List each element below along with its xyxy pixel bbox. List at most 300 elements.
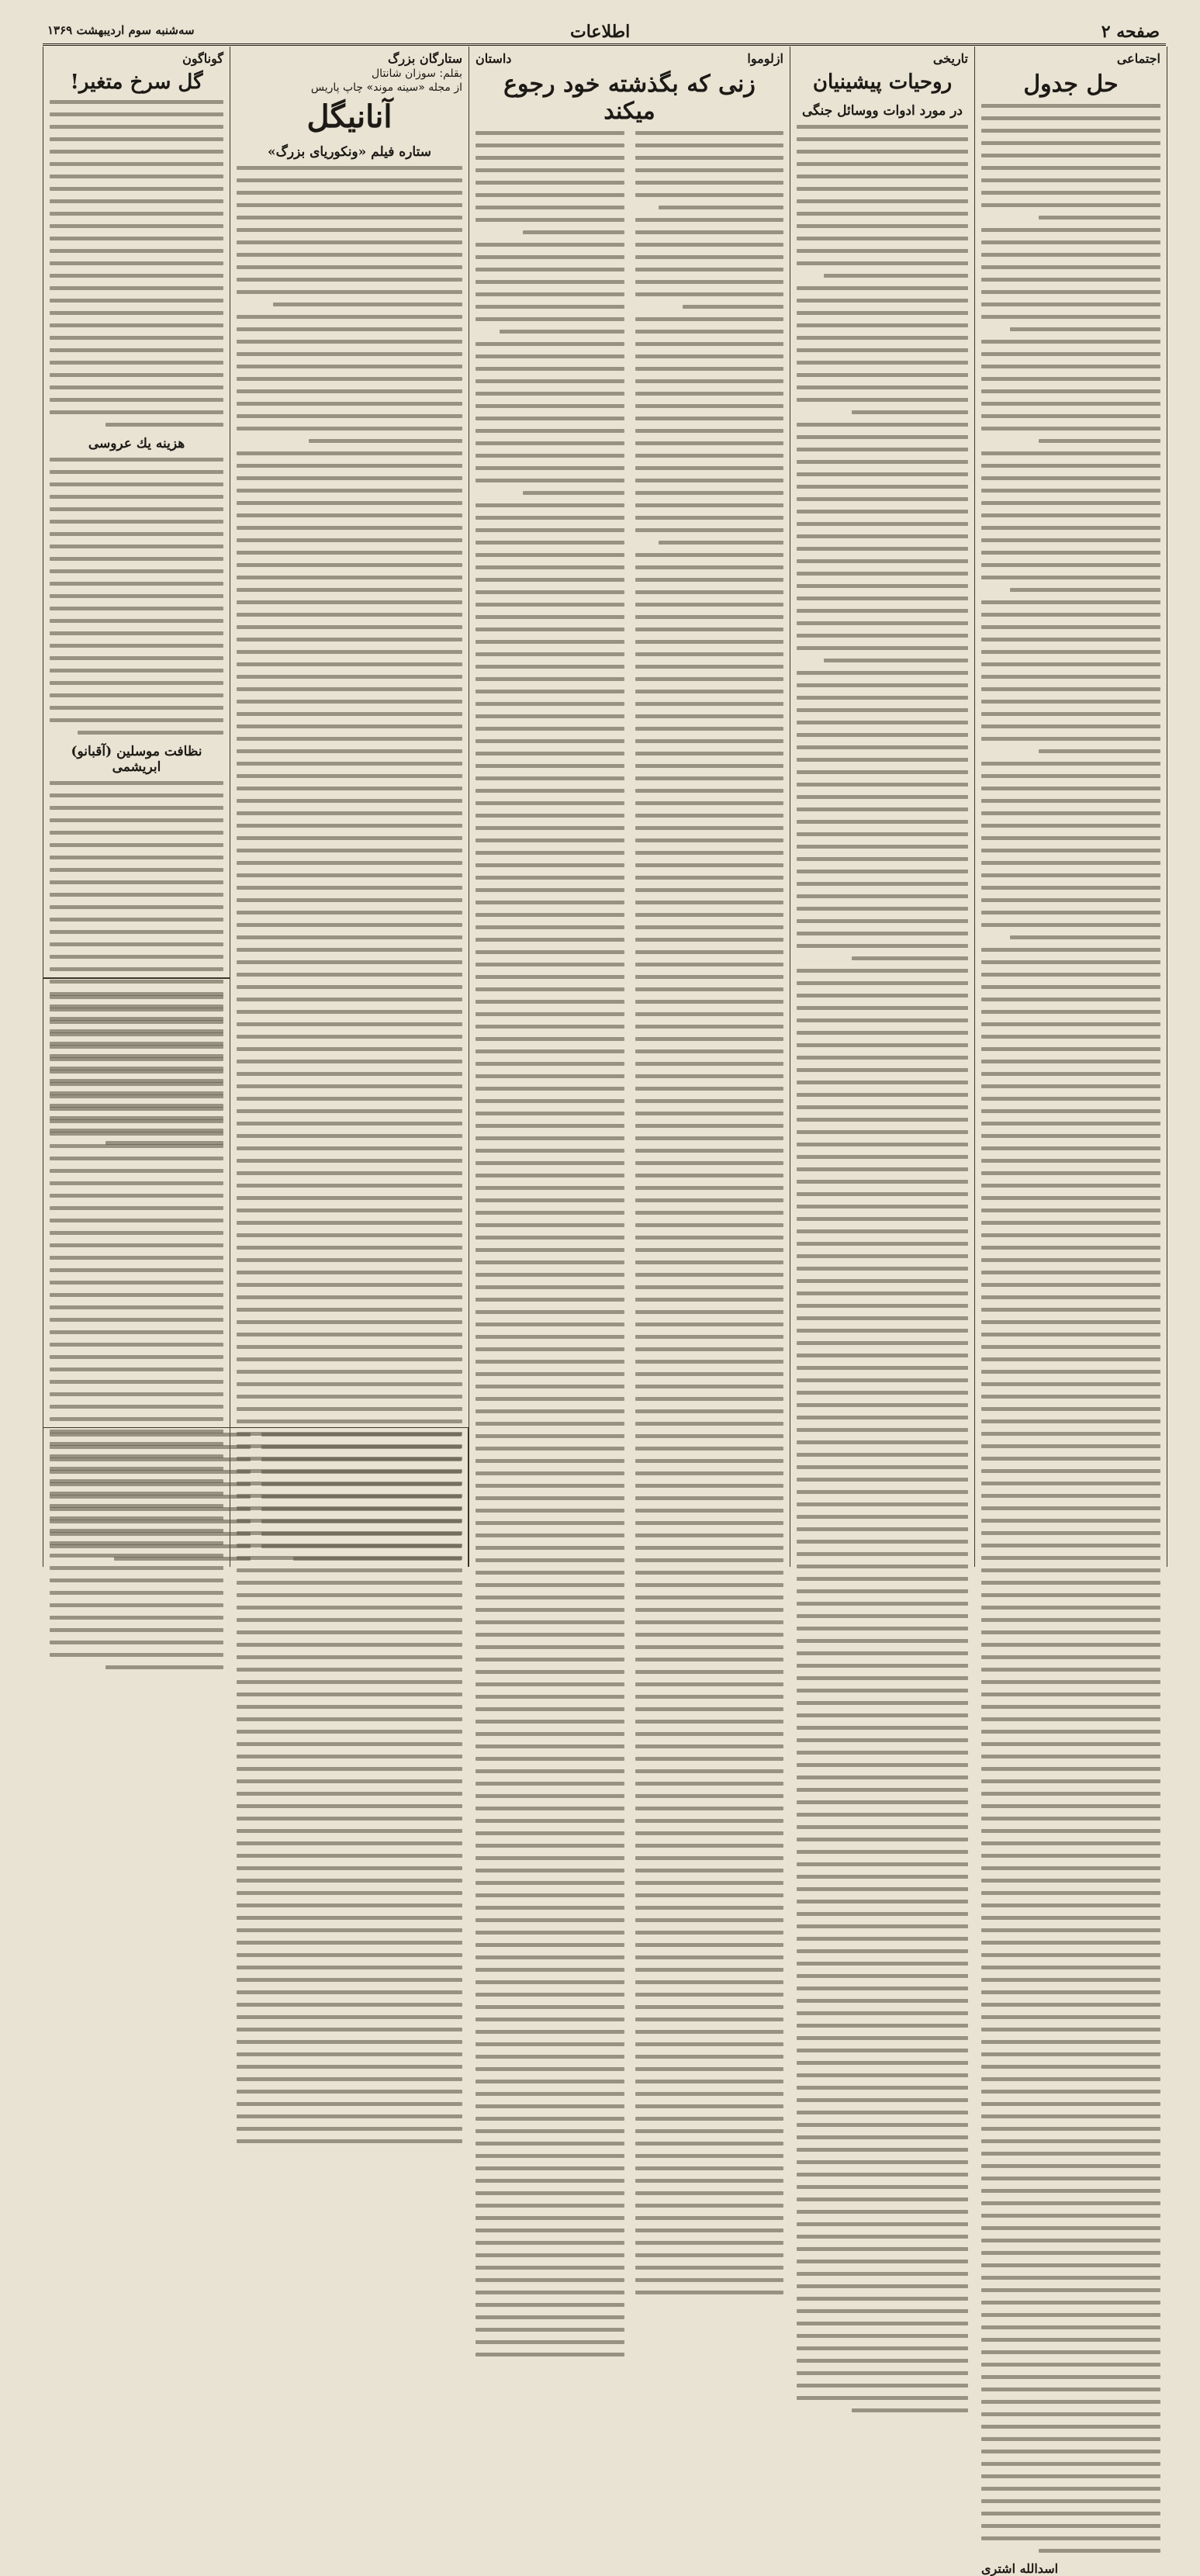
text-line [797,745,968,749]
text-line [237,1643,462,1647]
text-line [981,240,1160,244]
text-line [237,1022,462,1026]
text-line [237,787,462,790]
text-line [981,1966,1160,1969]
text-line [237,638,462,641]
text-line [476,1918,624,1922]
text-line [797,1502,968,1506]
text-line [476,2340,624,2344]
text-line [981,724,1160,728]
text-line [50,880,223,884]
column-tag: گوناگون [182,51,223,66]
text-line [797,919,968,923]
text-line [635,2216,784,2220]
text-line [981,2437,1160,2441]
text-line [476,1409,624,1413]
text-line [476,342,624,346]
text-line [797,2309,968,2313]
text-line [981,1879,1160,1883]
text-line [635,317,784,321]
text-line [237,1084,462,1088]
text-line [50,569,223,573]
text-line [797,1279,968,1283]
text-line [981,141,1160,145]
text-line [981,1978,1160,1982]
text-line [797,2098,968,2102]
page-number: صفحه ۲ [1101,22,1160,42]
text-line [797,646,968,650]
text-line [476,280,624,284]
text-line [797,1180,968,1184]
text-line [635,1124,784,1128]
text-line [50,1603,223,1607]
column-tags [476,51,783,66]
text-line [981,613,1160,617]
text-line [635,1372,784,1376]
text-line [797,1105,968,1109]
text-line [237,849,462,852]
text-line [981,1320,1160,1324]
text-line [476,677,624,681]
text-line [237,526,462,530]
text-line [50,781,223,785]
text-line [981,2114,1160,2118]
text-line [476,1471,624,1475]
text-line [476,218,624,222]
text-line [237,1295,462,1299]
text-line [797,1924,968,1928]
text-line [981,600,1160,604]
text-line [981,836,1160,840]
text-line [981,1382,1160,1386]
text-line [237,240,462,244]
text-line [797,1416,968,1419]
text-line [50,1281,223,1285]
text-line [981,985,1160,989]
text-line [476,1720,624,1724]
text-line [476,168,624,172]
text-line [797,1341,968,1345]
text-line [635,1422,784,1426]
text-line [635,1571,784,1575]
text-line [797,2148,968,2152]
text-line [797,621,968,625]
text-line [476,1571,624,1575]
text-line [50,286,223,290]
text-line [635,454,784,458]
text-line [635,925,784,929]
byline-source: از مجله «سینه موند» چاپ پاریس [310,81,462,94]
text-line [797,1329,968,1333]
text-line [50,1045,223,1049]
text-line [237,2003,462,2007]
text-line [476,888,624,892]
text-line [981,1618,1160,1622]
text-line [237,985,462,989]
text-line [237,1097,462,1101]
text-line [981,2313,1160,2317]
text-line [797,212,968,216]
text-line [981,1556,1160,1560]
text-line [476,615,624,619]
text-line [981,551,1160,555]
text-line [476,206,624,209]
text-line [50,199,223,203]
text-line [797,2297,968,2301]
section-heading: نظافت موسلین (آقبانو) ابریشمی [71,744,202,775]
text-line [476,925,624,929]
text-line [797,423,968,427]
text-line [635,1769,784,1773]
text-line [797,237,968,240]
text-line [635,2018,784,2021]
section-heading: هزینه یك عروسی [88,436,185,451]
text-line [797,1006,968,1010]
text-line [981,2214,1160,2218]
text-line [237,1618,462,1622]
text-line [1039,439,1160,443]
text-line [476,317,624,321]
text-line [237,1854,462,1858]
text-line [981,873,1160,877]
text-line [476,603,624,607]
text-line [981,1680,1160,1684]
text-line [50,1181,223,1185]
text-line [797,733,968,737]
text-line [476,963,624,966]
text-line [237,1606,462,1610]
text-line [237,1060,462,1063]
text-line [50,582,223,586]
text-line [635,1087,784,1091]
text-line [981,1047,1160,1051]
text-line [237,1134,462,1138]
text-line [261,1445,462,1449]
text-line [635,628,784,631]
text-line [635,975,784,979]
text-line [237,253,462,257]
text-line [476,1260,624,1264]
text-line [635,1310,784,1314]
text-line [50,930,223,934]
text-line [635,1211,784,1215]
text-line [635,690,784,693]
text-line [237,1680,462,1684]
text-line [981,2524,1160,2528]
text-line [981,2499,1160,2503]
text-line [476,367,624,371]
text-line [981,1060,1160,1063]
text-line [797,820,968,824]
text-line [237,911,462,915]
text-line [797,770,968,774]
text-line [237,551,462,555]
text-line [50,1368,223,1371]
text-line [476,1161,624,1165]
text-line [237,1779,462,1783]
text-line [476,1459,624,1463]
text-line [797,1304,968,1308]
text-line [797,1751,968,1755]
text-line [50,299,223,303]
text-line [237,935,462,939]
text-line [797,1565,968,1568]
text-line [635,1682,784,1686]
text-line [476,305,624,309]
text-line [635,1533,784,1537]
text-line [797,1875,968,1879]
text-line [635,640,784,644]
text-line [476,578,624,582]
text-line [476,2018,624,2021]
text-line [981,2412,1160,2416]
text-line [50,386,223,389]
text-line [635,2241,784,2245]
text-line [237,2090,462,2094]
text-line [797,981,968,985]
text-line [797,1391,968,1395]
text-line [635,1099,784,1103]
text-line [981,1841,1160,1845]
column-dastan [469,47,790,1567]
text-line [981,389,1160,393]
text-line [50,1305,223,1309]
text-line [981,2239,1160,2242]
text-line [237,1792,462,1796]
text-line [635,665,784,669]
text-line [981,2425,1160,2429]
text-line [635,901,784,904]
text-line [476,2154,624,2158]
text-line [476,1943,624,1947]
text-line [797,2222,968,2226]
text-line [237,576,462,579]
text-line [797,1540,968,1544]
text-line [114,1557,251,1561]
text-line [476,901,624,904]
text-line [981,1990,1160,1994]
column-ijtimai [974,47,1167,2576]
text-line [476,1782,624,1786]
text-line [797,1118,968,1122]
text-line [476,1310,624,1314]
text-line [635,2104,784,2108]
text-line [476,2216,624,2220]
text-line [635,243,784,247]
text-line [797,348,968,352]
text-line [981,960,1160,964]
text-line [797,882,968,886]
text-line [981,799,1160,803]
text-line [237,216,462,220]
text-line [476,1149,624,1153]
text-line [981,1246,1160,1250]
text-line [476,1819,624,1823]
text-line [237,1742,462,1746]
text-line [635,801,784,805]
text-line [237,2139,462,2143]
text-line [476,2166,624,2170]
text-line [237,1333,462,1336]
text-line [981,2276,1160,2280]
text-line [476,2104,624,2108]
text-line [635,1323,784,1326]
text-line [476,466,624,470]
text-line [797,2061,968,2065]
text-line [981,2375,1160,2379]
text-line [635,143,784,147]
text-line [797,870,968,873]
text-line [237,1953,462,1957]
text-line [981,911,1160,915]
text-line [981,1668,1160,1672]
text-line [635,615,784,619]
text-line [797,448,968,451]
text-line [797,2384,968,2388]
text-line [237,1382,462,1386]
text-line [797,162,968,166]
text-line [476,1484,624,1488]
text-line [635,1906,784,1910]
text-line [476,379,624,383]
text-line [50,261,223,265]
text-line [1010,327,1160,331]
text-line [981,1469,1160,1473]
issue-date: سه‌شنبه سوم اردیبهشت ۱۳۶۹ [47,23,195,37]
text-line [237,1755,462,1758]
text-line [50,1544,251,1548]
text-line [981,476,1160,480]
text-line [797,2322,968,2325]
text-line [476,2353,624,2356]
text-line [797,2396,968,2400]
text-line [50,125,223,129]
text-line [476,131,624,135]
text-line [50,237,223,240]
text-line [797,2334,968,2338]
text-line [476,156,624,160]
text-line [635,1943,784,1947]
text-line [981,1755,1160,1758]
article-body [476,131,783,2365]
text-line [797,758,968,762]
text-line [635,876,784,880]
text-line [50,1417,223,1421]
text-line [981,1581,1160,1585]
text-line [981,1953,1160,1957]
text-line [635,1459,784,1463]
text-line [476,1695,624,1699]
text-line [635,1223,784,1227]
text-line [635,1509,784,1513]
text-line [476,1807,624,1810]
text-line [523,230,624,234]
text-line [50,1070,223,1074]
text-line [981,1941,1160,1945]
text-line [797,1291,968,1295]
text-line [237,1891,462,1895]
text-line [797,932,968,935]
text-line [635,503,784,507]
text-line [981,2325,1160,2329]
text-line [476,789,624,793]
text-line [797,311,968,315]
text-line [981,2263,1160,2267]
text-line [797,1155,968,1159]
text-line [50,175,223,178]
text-line [981,638,1160,641]
text-line [476,255,624,259]
text-line [476,1397,624,1401]
text-line [635,1335,784,1339]
text-line [981,563,1160,567]
text-line [981,787,1160,790]
text-line [237,377,462,381]
text-line [237,588,462,592]
text-line [635,2204,784,2208]
text-line [237,1283,462,1287]
text-line [635,2266,784,2270]
text-line [50,1256,223,1260]
text-line [50,693,223,697]
text-line [635,838,784,842]
text-line [797,286,968,290]
text-line [797,1986,968,1990]
text-line [797,596,968,600]
text-line [476,1645,624,1649]
text-line [50,1119,223,1123]
text-line [476,1670,624,1674]
text-line [476,1273,624,1277]
text-line [797,175,968,178]
text-line [476,2055,624,2059]
text-line [273,303,462,306]
text-line [237,650,462,654]
text-line [237,476,462,480]
divider [43,977,230,979]
text-line [476,776,624,780]
text-line [981,762,1160,766]
text-line [476,2179,624,2183]
text-line [50,1520,251,1523]
text-line [50,706,223,710]
text-line [237,625,462,629]
text-line [237,489,462,493]
text-line [237,1916,462,1920]
text-line [797,1018,968,1022]
article-subhead: در مورد ادوات ووسائل جنگی [802,103,963,119]
text-line [476,1136,624,1140]
text-line [237,1668,462,1672]
text-line [797,2185,968,2189]
text-line [635,1620,784,1624]
text-line [797,1788,968,1792]
text-line [50,112,223,116]
text-line [981,2189,1160,2193]
text-line [635,1782,784,1786]
text-line [50,1144,223,1148]
text-line [50,669,223,673]
text-line [476,1533,624,1537]
text-line [635,1794,784,1798]
text-line [797,1962,968,1966]
continuation-strip [43,1427,469,1567]
text-line [476,143,624,147]
text-line [50,137,223,141]
text-line [635,2154,784,2158]
text-line [635,764,784,768]
text-line [237,824,462,828]
